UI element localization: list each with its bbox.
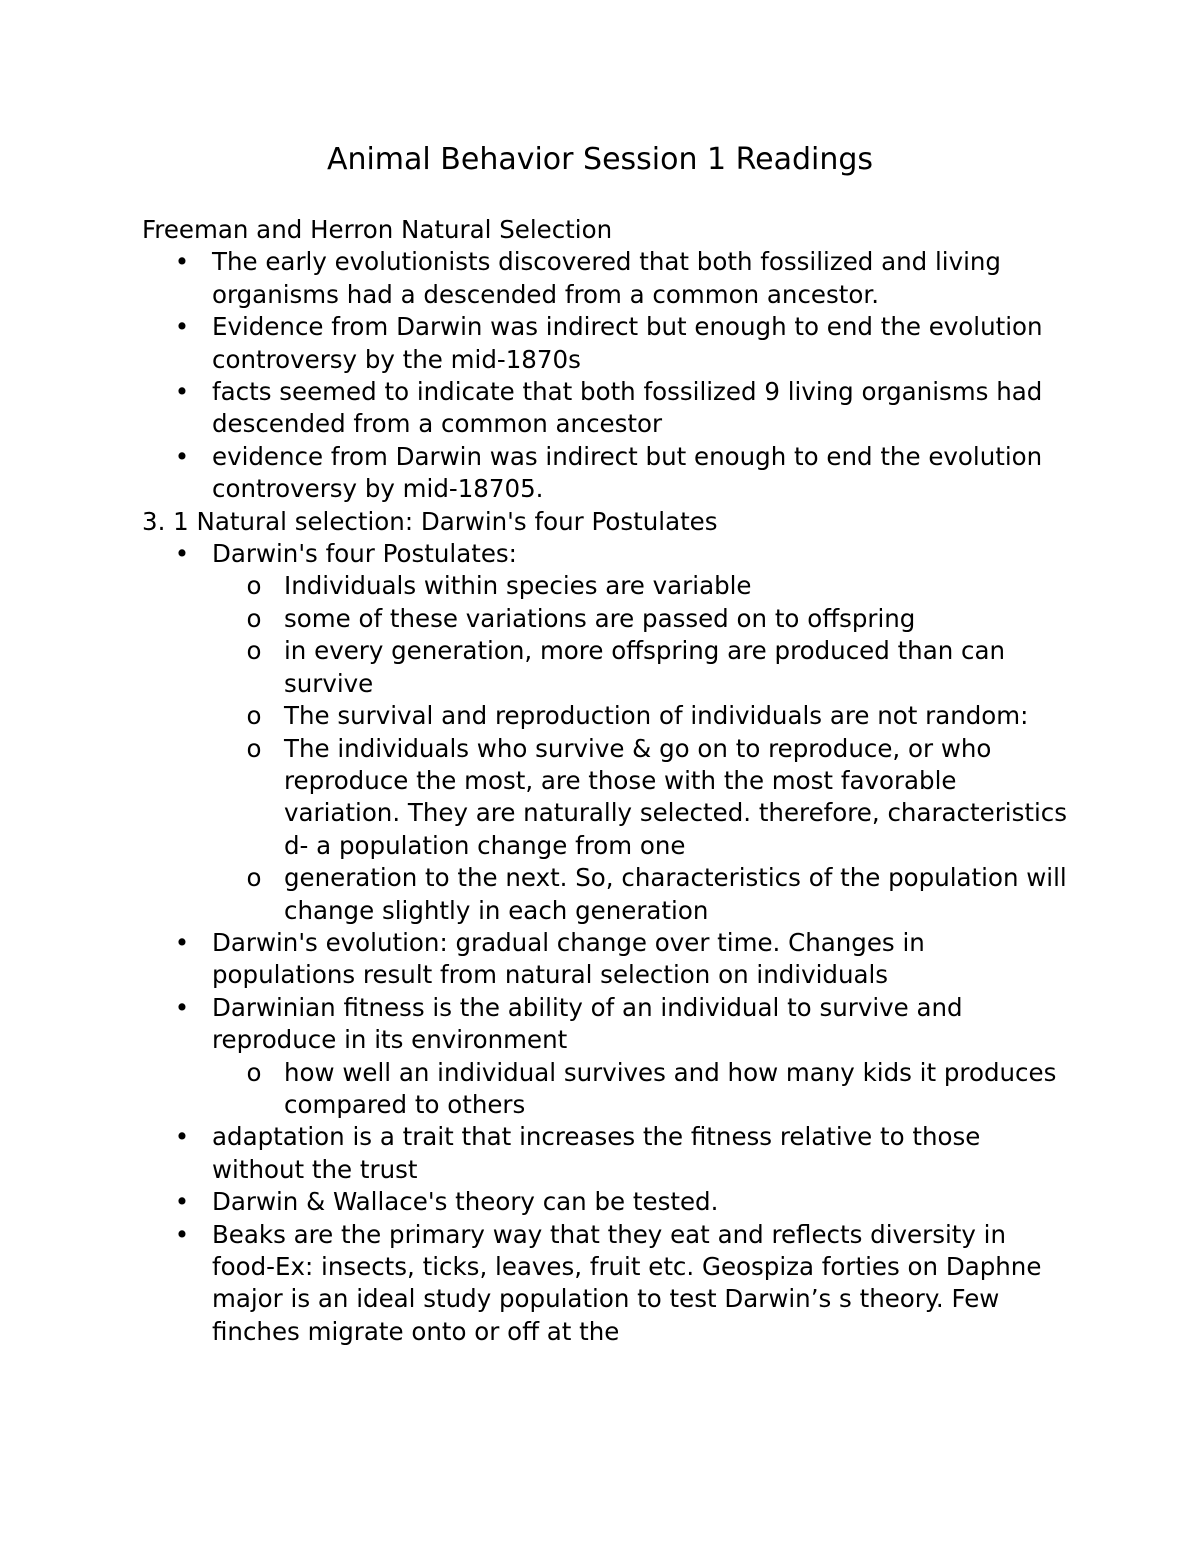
bullet-list	[142, 538, 1072, 1348]
list-item	[142, 311, 1072, 376]
circle-bullet-icon: o	[246, 603, 262, 633]
sub-list-item	[212, 603, 1072, 635]
sub-bullet-list	[212, 1057, 1072, 1122]
sub-list-item	[212, 635, 1072, 700]
circle-bullet-icon: o	[246, 1057, 262, 1087]
list-item-text: Darwin's four Postulates:	[212, 539, 517, 569]
document-body	[142, 214, 1072, 1348]
bullet-icon: •	[174, 1187, 190, 1217]
sub-list-item-text: how well an individual survives and how many kids it produces compared to others	[284, 1057, 1057, 1119]
list-item-text: Darwin & Wallace's theory can be tested.	[212, 1187, 719, 1217]
sub-list-item	[212, 570, 1072, 602]
sub-list-item-text: The survival and reproduction of individuals are not random:	[284, 701, 1029, 731]
list-item-text: Evidence from Darwin was indirect but enough to end the evolution controversy by the mid-1870s	[212, 312, 1043, 374]
bullet-icon: •	[174, 312, 190, 342]
list-item-text: Darwinian fitness is the ability of an individual to survive and reproduce in its environment	[212, 992, 963, 1055]
page-title: Animal Behavior Session 1 Readings	[326, 142, 874, 177]
list-item	[142, 376, 1072, 441]
list-item	[142, 441, 1072, 506]
bullet-icon: •	[174, 1122, 190, 1152]
list-item	[142, 1219, 1072, 1349]
circle-bullet-icon: o	[246, 636, 262, 666]
bullet-list	[142, 246, 1072, 505]
list-item-text: Beaks are the primary way that they eat and reflects diversity in food-Ex: insects, ticks, leaves, fruit etc. Geospiza forties on Daphne major is an ideal study population to test Darwin’s s theory. Few finches migrate onto or off at the	[212, 1219, 1042, 1346]
list-item-text: Darwin's evolution: gradual change over time. Changes in populations result from natural selection on individuals	[212, 927, 925, 990]
sub-list-item-text: Individuals within species are variable	[284, 571, 752, 601]
sub-bullet-list	[212, 570, 1072, 926]
bullet-icon: •	[174, 247, 190, 277]
circle-bullet-icon: o	[246, 701, 262, 731]
section-heading: 3. 1 Natural selection: Darwin's four Postulates	[142, 506, 718, 536]
bullet-icon: •	[174, 441, 190, 471]
sub-list-item-text: in every generation, more offspring are produced than can survive	[284, 636, 1006, 698]
circle-bullet-icon: o	[246, 571, 262, 601]
list-item	[142, 927, 1072, 992]
sub-list-item-text: some of these variations are passed on to offspring	[284, 603, 916, 633]
list-item	[142, 1186, 1072, 1218]
circle-bullet-icon: o	[246, 733, 262, 763]
bullet-icon: •	[174, 927, 190, 957]
list-item-text: evidence from Darwin was indirect but enough to end the evolution controversy by mid-18705.	[212, 441, 1043, 504]
sub-list-item	[212, 700, 1072, 732]
list-item-text: facts seemed to indicate that both fossilized 9 living organisms had descended from a common ancestor	[212, 377, 1043, 439]
bullet-icon: •	[174, 1219, 190, 1249]
sub-list-item	[212, 733, 1072, 863]
sub-list-item	[212, 1057, 1072, 1122]
sub-list-item	[212, 862, 1072, 927]
list-item	[142, 538, 1072, 927]
list-item	[142, 1121, 1072, 1186]
list-item	[142, 992, 1072, 1122]
list-item-text: The early evolutionists discovered that both fossilized and living organisms had a descended from a common ancestor.	[212, 247, 1001, 309]
sub-list-item-text: The individuals who survive & go on to reproduce, or who reproduce the most, are those with the most favorable variation. They are naturally selected. therefore, characteristics d- a population change from one	[284, 733, 1067, 860]
sub-list-item-text: generation to the next. So, characteristics of the population will change slightly in each generation	[284, 863, 1067, 925]
list-item	[142, 246, 1072, 311]
list-item-text: adaptation is a trait that increases the fitness relative to those without the trust	[212, 1122, 981, 1184]
bullet-icon: •	[174, 992, 190, 1022]
bullet-icon: •	[174, 377, 190, 407]
section-heading: Freeman and Herron Natural Selection	[142, 215, 613, 244]
bullet-icon: •	[174, 539, 190, 569]
circle-bullet-icon: o	[246, 863, 262, 893]
